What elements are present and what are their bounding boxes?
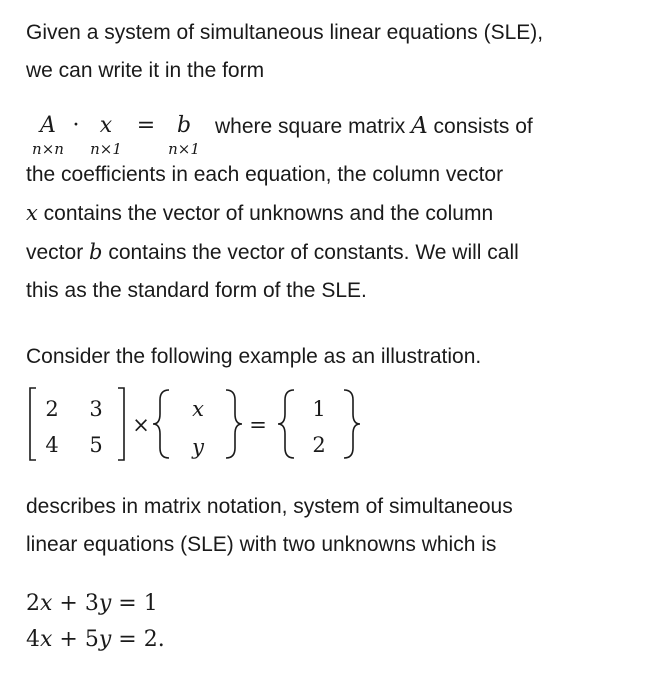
vector-x-dimension: n×1 bbox=[90, 140, 122, 158]
matrix-cell-2-1: 4 bbox=[45, 433, 59, 457]
unknown-x: x bbox=[192, 397, 204, 421]
right-curly-brace-constants bbox=[344, 390, 360, 458]
matrix-A-term bbox=[26, 112, 70, 158]
vector-b-dimension: n×1 bbox=[168, 140, 200, 158]
inline-A: A bbox=[411, 113, 428, 139]
intro-paragraph bbox=[26, 14, 626, 90]
right-square-bracket bbox=[118, 388, 124, 460]
description-line-2: contains the vector of unknowns and the column bbox=[37, 202, 494, 225]
left-square-bracket bbox=[30, 388, 36, 460]
matrix-cell-2-2: 5 bbox=[89, 433, 103, 457]
equation-2: 4x + 5y = 2. bbox=[26, 627, 165, 652]
matrix-equals: = bbox=[249, 413, 267, 437]
times-operator: × bbox=[132, 413, 150, 437]
left-curly-brace-unknowns bbox=[153, 390, 169, 458]
vector-x-term bbox=[84, 112, 128, 158]
matrix-cell-1-1: 2 bbox=[45, 397, 59, 421]
matrix-A-dimension: n×n bbox=[32, 140, 64, 158]
description-line-3: contains the vector of constants. We will call bbox=[102, 241, 519, 264]
description-line-4: this as the standard form of the SLE. bbox=[26, 279, 367, 302]
description-paragraph: the coefficients in each equation, the column vector x contains the vector of unknowns and the column vector b contains the vector of constants. We will call this as the standard form of the SLE. bbox=[26, 163, 519, 302]
explanation-paragraph bbox=[26, 488, 626, 564]
standard-form-equation bbox=[26, 112, 626, 164]
left-curly-brace-constants bbox=[278, 390, 294, 458]
constant-1: 1 bbox=[312, 397, 326, 421]
inline-b: b bbox=[89, 240, 103, 264]
explanation-line-1: describes in matrix notation, system of simultaneous bbox=[26, 495, 513, 518]
equals-operator: = bbox=[136, 113, 156, 138]
vector-x: x bbox=[99, 113, 113, 138]
standard-form-trailing-text: where square matrix A consists of bbox=[215, 113, 533, 139]
description-line-1: the coefficients in each equation, the column vector bbox=[26, 163, 504, 186]
intro-line-2: we can write it in the form bbox=[26, 59, 265, 82]
equation-1: 2x + 3y = 1 bbox=[26, 591, 158, 616]
vector-b: b bbox=[176, 113, 192, 138]
constant-2: 2 bbox=[312, 433, 326, 457]
dot-operator: · bbox=[72, 113, 80, 138]
vector-b-term bbox=[162, 112, 206, 158]
matrix-equation-example bbox=[26, 384, 626, 464]
intro-line-1: Given a system of simultaneous linear equations (SLE), bbox=[26, 21, 544, 44]
equation-system bbox=[26, 586, 626, 658]
example-intro: Consider the following example as an illustration. bbox=[26, 345, 482, 368]
matrix-A: A bbox=[40, 113, 56, 138]
unknown-y: y bbox=[192, 435, 204, 459]
explanation-line-2: linear equations (SLE) with two unknowns which is bbox=[26, 533, 497, 556]
right-curly-brace-unknowns bbox=[226, 390, 242, 458]
inline-x: x bbox=[26, 201, 38, 225]
matrix-equation-svg bbox=[26, 384, 366, 464]
matrix-cell-1-2: 3 bbox=[89, 397, 103, 421]
document-page bbox=[26, 14, 626, 658]
